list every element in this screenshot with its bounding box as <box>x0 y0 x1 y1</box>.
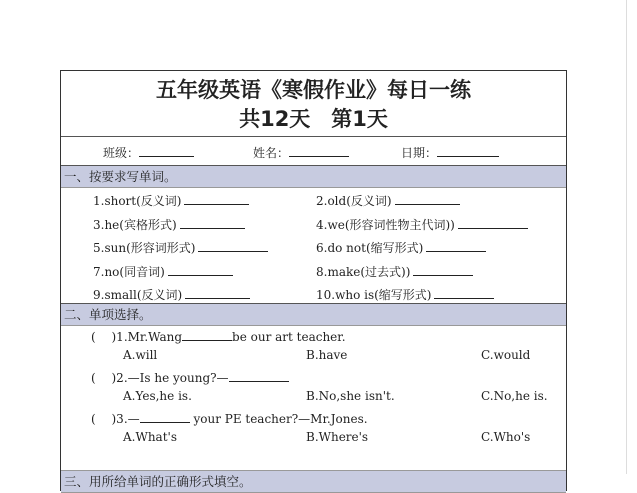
fill-item[interactable] <box>93 216 245 233</box>
option[interactable]: C.No,he is. <box>481 389 548 403</box>
item-label: 9.small(反义词) <box>93 288 183 302</box>
item-label: 4.we(形容词性物主代词)) <box>316 217 455 232</box>
answer-blank[interactable] <box>229 370 289 382</box>
answer-blank[interactable] <box>458 217 528 229</box>
section3-header: 三、用所给单词的正确形式填空。 <box>61 470 566 493</box>
fill-item[interactable] <box>93 263 233 280</box>
question <box>91 369 289 386</box>
option[interactable]: A.What's <box>123 430 177 444</box>
worksheet <box>60 70 567 491</box>
worksheet-title <box>61 71 566 137</box>
class-field[interactable]: 班级： <box>103 144 194 161</box>
fill-item[interactable] <box>316 286 494 303</box>
section1-header: 一、按要求写单词。 <box>61 166 566 188</box>
answer-blank[interactable] <box>434 287 494 299</box>
answer-blank[interactable] <box>426 240 486 252</box>
item-label: 8.make(过去式)) <box>316 264 411 279</box>
answer-blank[interactable] <box>168 264 233 276</box>
question-text: ( )2.—Is he young?— <box>91 371 229 385</box>
answer-blank[interactable] <box>198 240 268 252</box>
fill-item[interactable] <box>93 286 250 303</box>
answer-blank[interactable] <box>182 329 232 341</box>
info-row <box>61 137 566 166</box>
fill-item[interactable] <box>316 239 486 256</box>
answer-blank[interactable] <box>185 287 250 299</box>
section2-header: 二、单项选择。 <box>61 304 566 326</box>
answer-blank[interactable] <box>184 193 249 205</box>
item-label: 5.sun(形容词形式) <box>93 241 196 255</box>
title-line2: 共12天 第1天 <box>239 107 388 131</box>
item-label: 2.old(反义词) <box>316 194 392 208</box>
answer-blank[interactable] <box>140 411 190 423</box>
item-label: 10.who is(缩写形式) <box>316 288 432 302</box>
item-label: 6.do not(缩写形式) <box>316 241 424 255</box>
question-text: ( )1.Mr.Wang <box>91 330 183 344</box>
question <box>91 328 346 345</box>
fill-item[interactable] <box>93 239 268 256</box>
option[interactable]: B.No,she isn't. <box>306 389 395 403</box>
option[interactable]: B.have <box>306 348 348 362</box>
fill-item[interactable] <box>316 216 528 233</box>
date-field[interactable]: 日期： <box>401 144 499 161</box>
answer-blank[interactable] <box>180 217 245 229</box>
option[interactable]: C.Who's <box>481 430 531 444</box>
option[interactable]: A.will <box>123 348 158 362</box>
question-text-end: your PE teacher?—Mr.Jones. <box>189 412 368 426</box>
question-text: ( )3.— <box>91 412 140 426</box>
fill-item[interactable] <box>316 263 473 280</box>
option[interactable]: B.Where's <box>306 430 369 444</box>
fill-item[interactable] <box>316 192 460 209</box>
answer-blank[interactable] <box>395 193 460 205</box>
page-edge <box>626 0 627 474</box>
section1-body <box>61 188 566 304</box>
section2-body <box>61 326 566 470</box>
item-label: 3.he(宾格形式) <box>93 217 177 232</box>
fill-item[interactable] <box>93 192 249 209</box>
question-text-end: be our art teacher. <box>232 330 346 344</box>
option[interactable]: A.Yes,he is. <box>123 389 192 403</box>
title-line1: 五年级英语《寒假作业》每日一练 <box>156 78 471 102</box>
item-label: 1.short(反义词) <box>93 194 182 208</box>
question <box>91 410 368 427</box>
option[interactable]: C.would <box>481 348 531 362</box>
answer-blank[interactable] <box>413 264 473 276</box>
name-field[interactable]: 姓名： <box>253 144 349 161</box>
item-label: 7.no(同音词) <box>93 264 165 279</box>
